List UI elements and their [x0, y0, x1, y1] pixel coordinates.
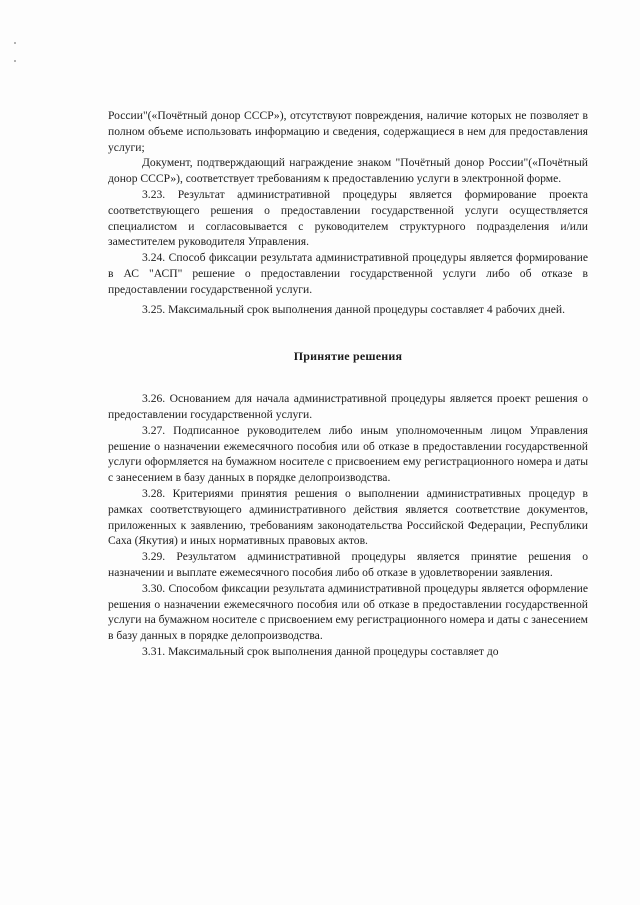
paragraph-document-requirement: Документ, подтверждающий награждение знаком "Почётный донор России"(«Почётный донор СССР»), соответствует требованиям к предоставлению услуги в электронной форме.	[108, 156, 588, 186]
paragraph-3-23: 3.23. Результат административной процедуры является формирование проекта соответствующего решения о предоставлении государственной услуги осуществляется специалистом и согласовывается с руководителем структурного подразделения и/или заместителем руководителя Управления.	[108, 187, 588, 249]
paragraph-3-27: 3.27. Подписанное руководителем либо иным уполномоченным лицом Управления решение о назначении ежемесячного пособия или об отказе в предоставлении государственной услуги оформляется на бумажном носителе с присвоением ему регистрационного номера и даты с занесением в базу данных в порядке делопроизводства.	[108, 423, 588, 485]
scan-speck	[14, 60, 16, 62]
paragraph-3-30: 3.30. Способом фиксации результата административной процедуры является оформление решения о назначении ежемесячного пособия или об отказе в предоставлении государственной услуги на бумажном носителе с присвоением ему регистрационного номера и даты с занесением в базу данных в порядке делопроизводства.	[108, 581, 588, 643]
section-heading: Принятие решения	[293, 349, 403, 364]
paragraph-3-26: 3.26. Основанием для начала административной процедуры является проект решения о предоставлении государственной услуги.	[108, 392, 588, 421]
paragraph-3-29: 3.29. Результатом административной процедуры является принятие решения о назначении и выплате ежемесячного пособия либо об отказе в удовлетворении заявления.	[108, 550, 588, 579]
paragraph-3-28: 3.28. Критериями принятия решения о выполнении административных процедур в рамках соответствующего административного действия является соответствие документов, приложенных к заявлению, требованиям законодательства Российской Федерации, Республики Саха (Якутия) и иных нормативных правовых актов.	[108, 486, 588, 548]
paragraph-3-25: 3.25. Максимальный срок выполнения данной процедуры составляет 4 рабочих дней.	[142, 302, 565, 316]
paragraph-continuation: России"(«Почётный донор СССР»), отсутствуют повреждения, наличие которых не позволяет в полном объеме использовать информацию и сведения, содержащиеся в нем для предоставления услуги;	[108, 109, 588, 154]
document-body	[108, 108, 588, 660]
paragraph-3-31: 3.31. Максимальный срок выполнения данной процедуры составляет до	[142, 644, 499, 658]
paragraph-3-24: 3.24. Способ фиксации результата административной процедуры является формирование в АС "АСП" решение о предоставлении государственной услуги либо об отказе в предоставлении государственной услуги.	[108, 251, 588, 296]
scan-speck	[14, 42, 16, 44]
